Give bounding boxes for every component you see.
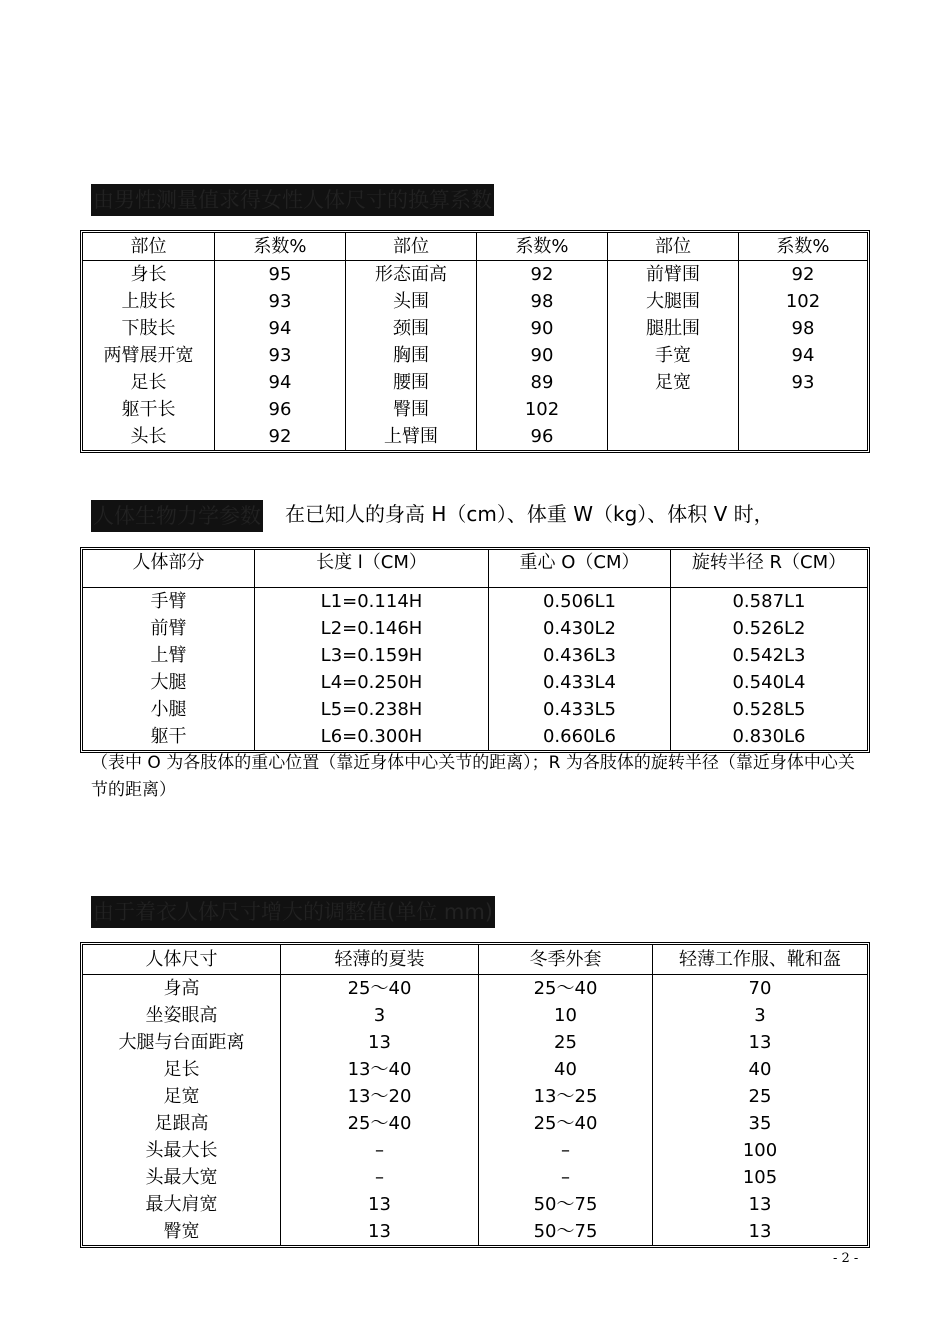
table-cell: 25 (652, 1083, 867, 1110)
column-header: 旋转半径 R（CM） (670, 550, 867, 588)
table-cell: 25～40 (478, 1110, 652, 1137)
table-cell: 足宽 (163, 1086, 200, 1107)
table-cell: 头最大长 (145, 1140, 218, 1161)
section-heading-clothing-adjustment: 由于着衣人体尺寸增大的调整值(单位 mm) (91, 896, 495, 928)
table-cell: 身高 (163, 978, 200, 999)
table-cell: 腿肚围 (607, 315, 738, 342)
table-cell: 13～20 (280, 1083, 478, 1110)
table-row (83, 369, 867, 396)
table-cell: 头围 (345, 288, 476, 315)
biomechanics-table (80, 547, 870, 753)
table-cell: 前臂 (150, 618, 187, 639)
table-cell: 13 (280, 1029, 478, 1056)
table-cell: 0.660L6 (488, 723, 670, 750)
table-row (83, 261, 867, 288)
table-cell: 臀宽 (163, 1221, 200, 1242)
table-cell: 13 (652, 1191, 867, 1218)
table-header (83, 233, 867, 261)
table-cell: 93 (214, 288, 345, 315)
table-cell: – (280, 1137, 478, 1164)
table-body (83, 261, 867, 450)
table-cell: 胸围 (345, 342, 476, 369)
table-cell: 13～40 (280, 1056, 478, 1083)
page-number: - 2 - (833, 1251, 859, 1266)
table-cell: 3 (280, 1002, 478, 1029)
clothing-adjustment-table (80, 942, 870, 1248)
table-cell: – (280, 1164, 478, 1191)
column-header: 系数% (214, 233, 345, 261)
column-header: 冬季外套 (478, 945, 652, 975)
table-row (83, 1164, 867, 1191)
table-cell: 形态面高 (345, 261, 476, 288)
table-cell: 足宽 (607, 369, 738, 396)
table-cell: 颈围 (345, 315, 476, 342)
table-cell: 足长 (130, 372, 167, 393)
table-row (83, 1137, 867, 1164)
table-cell: 躯干长 (121, 399, 176, 420)
table-cell: 0.430L2 (488, 615, 670, 642)
table-row (83, 1056, 867, 1083)
table-cell: 90 (476, 342, 607, 369)
table-body (83, 975, 867, 1245)
section-heading-biomechanics: 人体生物力学参数 (91, 500, 263, 532)
table-cell: 身长 (130, 264, 167, 285)
header-row (83, 945, 867, 975)
table-cell: L6=0.300H (254, 723, 488, 750)
table-cell: 94 (214, 369, 345, 396)
table-cell: 足跟高 (154, 1113, 209, 1134)
table-cell: 0.433L4 (488, 669, 670, 696)
table-cell: 0.830L6 (670, 723, 867, 750)
table-cell: 92 (476, 261, 607, 288)
table-cell: 臀围 (345, 396, 476, 423)
table-cell: 93 (214, 342, 345, 369)
table-cell: 94 (214, 315, 345, 342)
column-header: 系数% (476, 233, 607, 261)
table-row (83, 642, 867, 669)
table-cell: 大腿与台面距离 (118, 1032, 245, 1053)
table-cell: 0.433L5 (488, 696, 670, 723)
table-cell: 96 (476, 423, 607, 450)
conversion-coefficient-table (80, 230, 870, 453)
table-cell: 95 (214, 261, 345, 288)
table-row (83, 1191, 867, 1218)
table-cell: 0.528L5 (670, 696, 867, 723)
table-cell: 坐姿眼高 (145, 1005, 218, 1026)
table-row (83, 288, 867, 315)
table-cell: L3=0.159H (254, 642, 488, 669)
table-cell: – (478, 1137, 652, 1164)
table-cell: 0.542L3 (670, 642, 867, 669)
table-cell: 98 (476, 288, 607, 315)
table-cell: 前臂围 (607, 261, 738, 288)
column-header: 部位 (83, 233, 214, 261)
table-cell: 13 (280, 1191, 478, 1218)
table-cell: 0.526L2 (670, 615, 867, 642)
table-row (83, 423, 867, 450)
table-cell: L5=0.238H (254, 696, 488, 723)
table-row (83, 1110, 867, 1137)
table-header (83, 550, 867, 588)
table-cell: 0.506L1 (488, 588, 670, 615)
table-cell: 0.436L3 (488, 642, 670, 669)
table-row (83, 669, 867, 696)
table-cell: 腰围 (345, 369, 476, 396)
table-cell: 35 (652, 1110, 867, 1137)
table-cell: 89 (476, 369, 607, 396)
table-cell (738, 396, 867, 423)
table-cell: 96 (214, 396, 345, 423)
table-row (83, 975, 867, 1002)
column-header: 部位 (607, 233, 738, 261)
table-row (83, 1083, 867, 1110)
table-cell: 94 (738, 342, 867, 369)
table-row (83, 342, 867, 369)
table-cell: 40 (478, 1056, 652, 1083)
table-header (83, 945, 867, 975)
column-header: 轻薄工作服、靴和盔 (652, 945, 867, 975)
column-header: 部位 (345, 233, 476, 261)
table-cell: 手臂 (150, 591, 187, 612)
biomechanics-intro-text: 在已知人的身高 H（cm）、体重 W（kg）、体积 V 时， (285, 502, 774, 526)
column-header: 系数% (738, 233, 867, 261)
table-cell: 10 (478, 1002, 652, 1029)
table-cell: 102 (476, 396, 607, 423)
table-cell: 躯干 (150, 726, 187, 747)
table-cell: 头最大宽 (145, 1167, 218, 1188)
table-row (83, 1218, 867, 1245)
table-cell: 92 (214, 423, 345, 450)
column-header: 轻薄的夏装 (280, 945, 478, 975)
table-cell: 25～40 (280, 1110, 478, 1137)
header-row (83, 550, 867, 588)
table-cell: 两臂展开宽 (103, 345, 194, 366)
table-cell: 上肢长 (121, 291, 176, 312)
table-cell: L1=0.114H (254, 588, 488, 615)
table-row (83, 696, 867, 723)
table-cell: 13 (280, 1218, 478, 1245)
table-cell: 头长 (130, 426, 167, 447)
table-row (83, 723, 867, 750)
header-row (83, 233, 867, 261)
table-cell: 102 (738, 288, 867, 315)
section-heading-conversion: 由男性测量值求得女性人体尺寸的换算系数 (91, 184, 494, 216)
table-row (83, 315, 867, 342)
table-row (83, 588, 867, 615)
table-cell: 92 (738, 261, 867, 288)
table-cell: 50～75 (478, 1191, 652, 1218)
table-cell: 0.587L1 (670, 588, 867, 615)
table-cell (607, 396, 738, 423)
table-cell: 98 (738, 315, 867, 342)
table-cell: 93 (738, 369, 867, 396)
table-cell: 上臂围 (345, 423, 476, 450)
table-cell: 手宽 (607, 342, 738, 369)
table-cell: 3 (652, 1002, 867, 1029)
table-body (83, 588, 867, 750)
table-cell: 40 (652, 1056, 867, 1083)
table-cell: 50～75 (478, 1218, 652, 1245)
table-cell: 大腿 (150, 672, 187, 693)
table-cell: 小腿 (150, 699, 187, 720)
table-row (83, 1029, 867, 1056)
table-cell: 90 (476, 315, 607, 342)
column-header: 人体部分 (83, 550, 254, 588)
table-cell: 上臂 (150, 645, 187, 666)
table-cell: L2=0.146H (254, 615, 488, 642)
table-cell: 13 (652, 1218, 867, 1245)
biomechanics-note: （表中 O 为各肢体的重心位置（靠近身体中心关节的距离）；R 为各肢体的旋转半径（靠近身体中心关节的距离） (91, 753, 855, 800)
table-cell: 100 (652, 1137, 867, 1164)
table-cell: 105 (652, 1164, 867, 1191)
table-row (83, 615, 867, 642)
column-header: 长度 l（CM） (254, 550, 488, 588)
table-cell (607, 423, 738, 450)
table-cell: – (478, 1164, 652, 1191)
table-cell: 下肢长 (121, 318, 176, 339)
column-header: 重心 O（CM） (488, 550, 670, 588)
table-cell: 13～25 (478, 1083, 652, 1110)
table-cell: 大腿围 (607, 288, 738, 315)
column-header: 人体尺寸 (83, 945, 280, 975)
table-cell: 70 (652, 975, 867, 1002)
table-cell: 25 (478, 1029, 652, 1056)
table-row (83, 396, 867, 423)
table-cell: 25～40 (280, 975, 478, 1002)
table-cell (738, 423, 867, 450)
table-row (83, 1002, 867, 1029)
table-cell: 13 (652, 1029, 867, 1056)
table-cell: 足长 (163, 1059, 200, 1080)
table-cell: 最大肩宽 (145, 1194, 218, 1215)
table-cell: L4=0.250H (254, 669, 488, 696)
table-cell: 25～40 (478, 975, 652, 1002)
table-cell: 0.540L4 (670, 669, 867, 696)
